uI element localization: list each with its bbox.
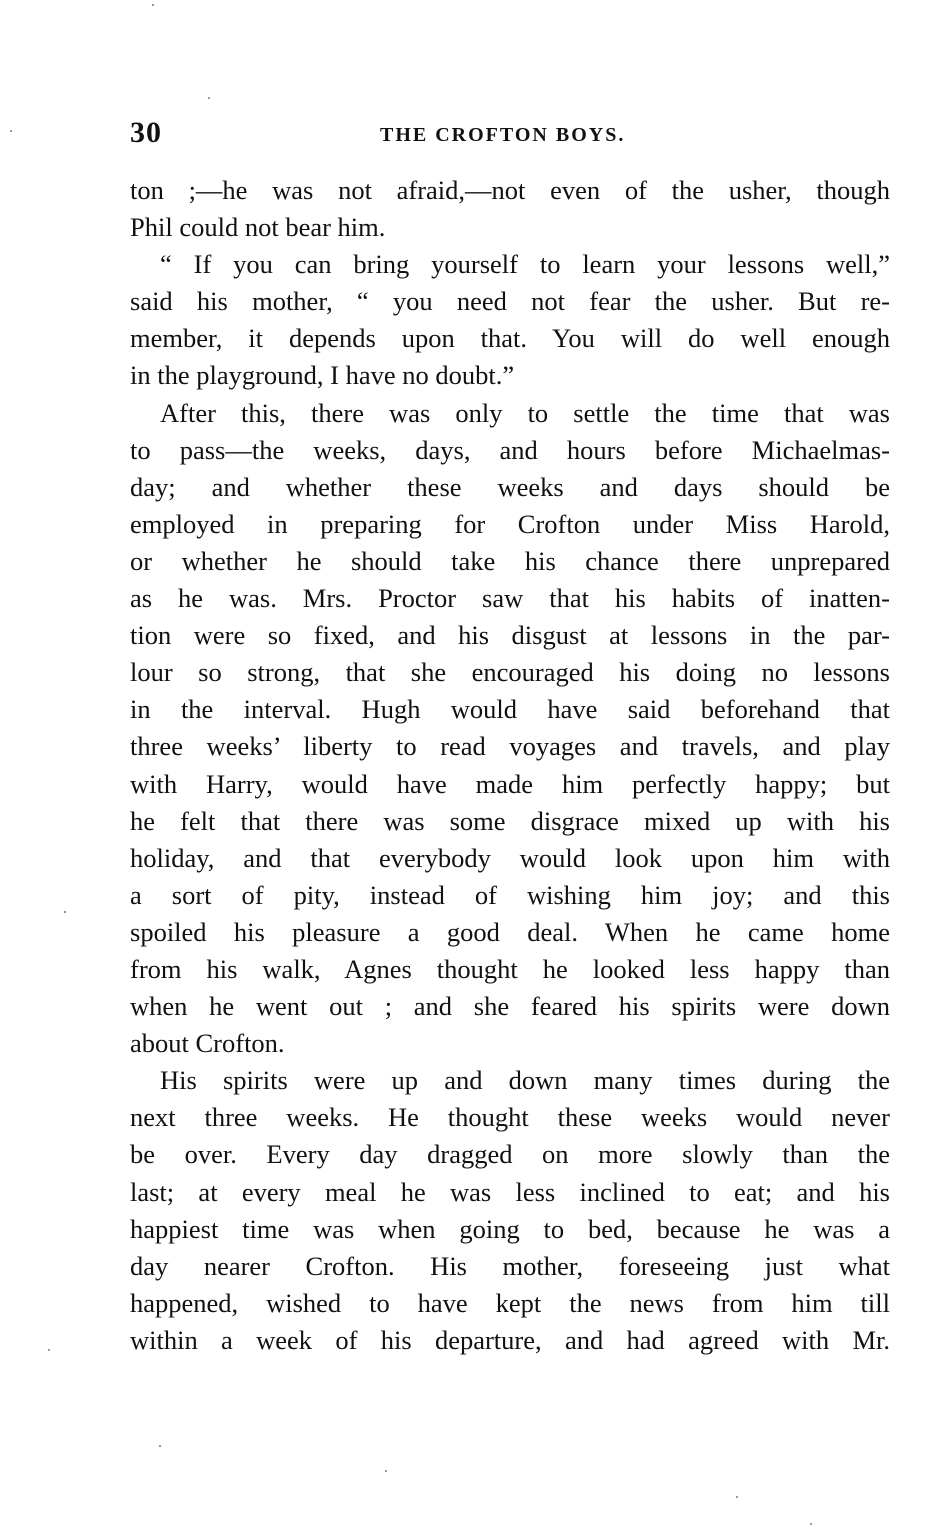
paragraph: [130, 1062, 890, 1359]
text-line: with Harry, would have made him perfectly happy; but: [130, 768, 890, 799]
text-line: After this, there was only to settle the time that was: [160, 397, 890, 428]
scan-speck: [159, 1445, 161, 1447]
text-line: a sort of pity, instead of wishing him joy; and this: [130, 879, 890, 910]
text-line: when he went out ; and she feared his spirits were down: [130, 991, 890, 1022]
text-line: day nearer Crofton. His mother, foreseeing just what: [130, 1250, 890, 1281]
text-line: member, it depends upon that. You will do well enough: [130, 323, 890, 354]
page-number: 30: [130, 116, 162, 149]
text-line: in the playground, I have no doubt.”: [130, 360, 515, 391]
text-line: ton ;—he was not afraid,—not even of the usher, though: [130, 175, 890, 205]
text-line: happened, wished to have kept the news from him till: [130, 1287, 890, 1318]
text-line: “ If you can bring yourself to learn your lessons well,”: [160, 249, 890, 280]
text-line: lour so strong, that she encouraged his doing no lessons: [130, 657, 890, 688]
text-line: holiday, and that everybody would look upon him with: [130, 842, 890, 873]
body-text: [130, 172, 890, 1359]
text-line: said his mother, “ you need not fear the usher. But re-: [130, 286, 890, 317]
text-line: three weeks’ liberty to read voyages and travels, and play: [130, 731, 890, 762]
paragraph: [130, 172, 890, 246]
paragraph: [130, 246, 890, 394]
text-line: next three weeks. He thought these weeks would never: [130, 1102, 890, 1133]
text-line: Phil could not bear him.: [130, 212, 386, 243]
text-line: day; and whether these weeks and days should be: [130, 471, 890, 502]
text-line: tion were so fixed, and his disgust at lessons in the par-: [130, 620, 890, 651]
scan-speck: [736, 1496, 738, 1498]
scan-speck: [208, 97, 210, 99]
text-line: spoiled his pleasure a good deal. When he came home: [130, 916, 890, 947]
text-line: within a week of his departure, and had agreed with Mr.: [130, 1324, 890, 1355]
page-header: [130, 116, 890, 156]
scan-speck: [152, 4, 154, 6]
text-line: or whether he should take his chance there unprepared: [130, 545, 890, 576]
text-line: employed in preparing for Crofton under Miss Harold,: [130, 508, 890, 539]
text-line: from his walk, Agnes thought he looked less happy than: [130, 953, 890, 984]
scan-speck: [10, 130, 12, 132]
text-line: to pass—the weeks, days, and hours before Michaelmas-: [130, 434, 890, 465]
scan-speck: [48, 1349, 50, 1351]
running-title: THE CROFTON BOYS.: [380, 124, 626, 146]
text-line: last; at every meal he was less inclined to eat; and his: [130, 1176, 890, 1207]
text-line: as he was. Mrs. Proctor saw that his habits of inatten-: [130, 583, 890, 614]
text-line: in the interval. Hugh would have said beforehand that: [130, 694, 890, 725]
paragraph: [130, 395, 890, 1063]
scan-speck: [64, 911, 66, 913]
scan-speck: [810, 1523, 812, 1525]
text-line: be over. Every day dragged on more slowly than the: [130, 1139, 890, 1170]
text-line: His spirits were up and down many times during the: [160, 1065, 890, 1096]
text-line: about Crofton.: [130, 1028, 285, 1059]
text-line: he felt that there was some disgrace mixed up with his: [130, 805, 890, 836]
scan-speck: [385, 1470, 387, 1472]
text-line: happiest time was when going to bed, because he was a: [130, 1213, 890, 1244]
